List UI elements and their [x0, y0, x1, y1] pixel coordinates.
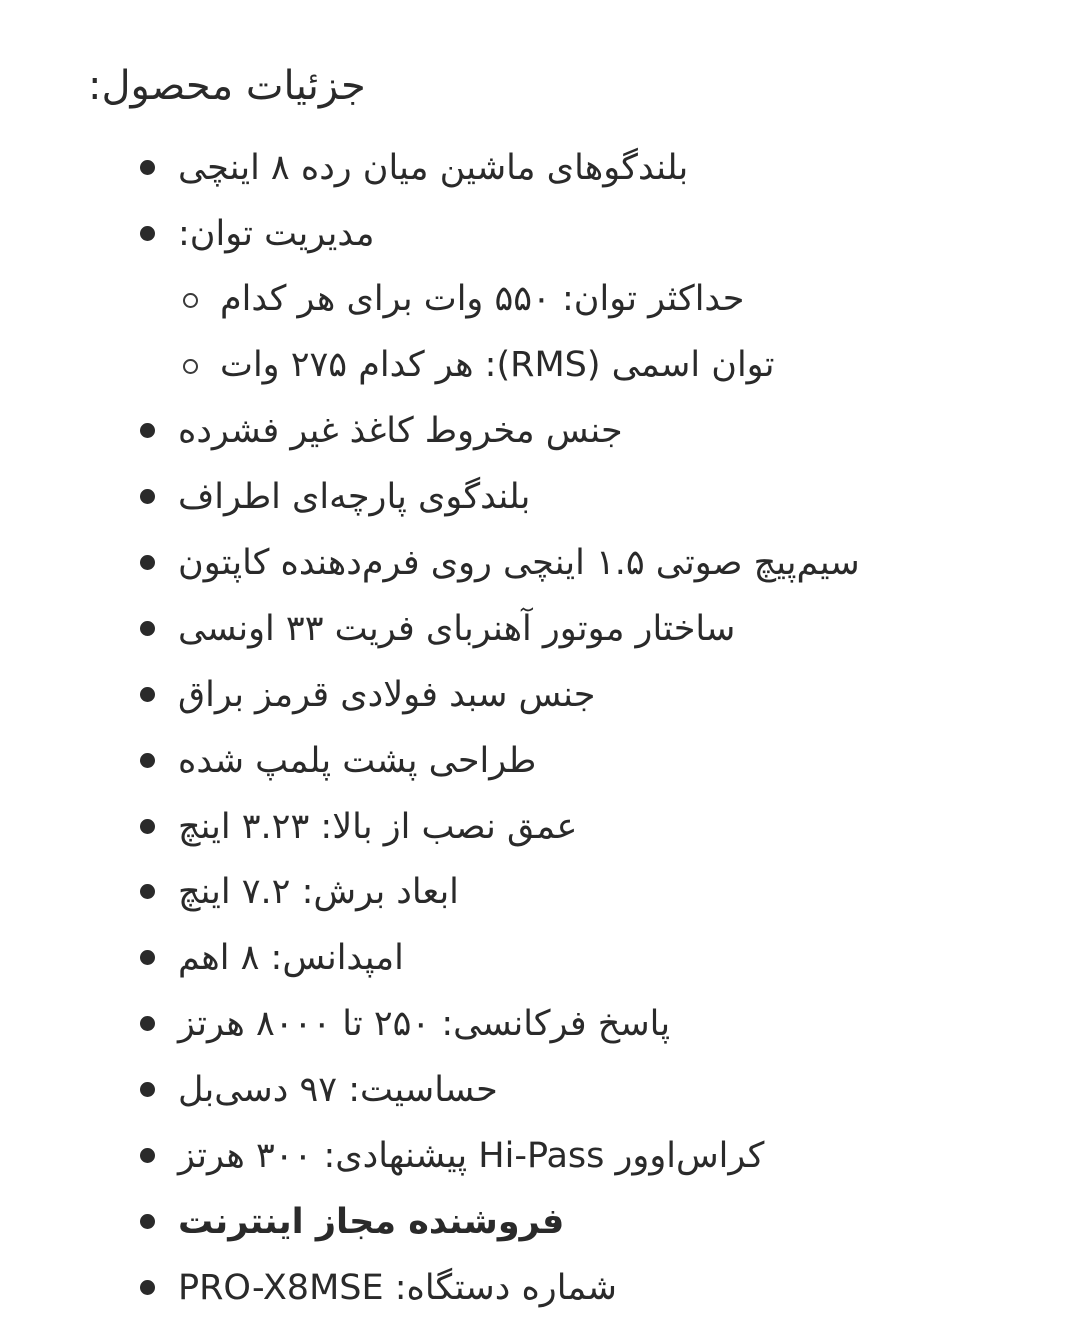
list-item-text: امپدانس: ۸ اهم: [178, 938, 404, 978]
list-item: [0, 1060, 1080, 1120]
page-title-text: جزئیات محصول:: [88, 63, 366, 109]
list-item: [0, 994, 1080, 1054]
bullet-icon: [140, 555, 155, 570]
list-item-text: بلندگوی پارچه‌ای اطراف: [178, 477, 531, 517]
list-item-text: عمق نصب از بالا: ۳.۲۳ اینچ: [178, 807, 578, 847]
list-item: [0, 401, 1080, 461]
bullet-icon: [140, 489, 155, 504]
list-item-text: ابعاد برش: ۷.۲ اینچ: [178, 872, 459, 912]
bullet-icon: [140, 160, 155, 175]
list-item: [0, 1192, 1080, 1252]
bullet-icon: [140, 753, 155, 768]
bullet-icon: [140, 884, 155, 899]
list-item-text: ساختار موتور آهنربای فریت ۳۳ اونسی: [178, 609, 736, 649]
circle-bullet-icon: [183, 293, 198, 308]
list-item: [0, 862, 1080, 922]
list-item: [0, 467, 1080, 527]
list-item-text: بلندگوهای ماشین میان رده ۸ اینچی: [178, 148, 689, 188]
list-item-text: مدیریت توان:: [178, 214, 375, 254]
list-item-text: طراحی پشت پلمپ شده: [178, 741, 537, 781]
bullet-icon: [140, 423, 155, 438]
list-item-text: پاسخ فرکانسی: ۲۵۰ تا ۸۰۰۰ هرتز: [178, 1004, 671, 1044]
bullet-icon: [140, 950, 155, 965]
list-item: [0, 928, 1080, 988]
page-title: [88, 56, 992, 116]
list-item-text: جنس سبد فولادی قرمز براق: [178, 675, 596, 715]
list-item-text: جنس مخروط کاغذ غیر فشرده: [178, 411, 623, 451]
bullet-icon: [140, 819, 155, 834]
list-item-text: سیم‌پیچ صوتی ۱.۵ اینچی روی فرم‌دهنده کاپتون: [178, 543, 860, 583]
bullet-icon: [140, 687, 155, 702]
sub-list-item-text: توان اسمی (RMS): هر کدام ۲۷۵ وات: [220, 345, 775, 385]
list-item: [0, 731, 1080, 791]
bullet-icon: [140, 1214, 155, 1229]
sub-list-item: [0, 335, 1080, 395]
bullet-icon: [140, 1280, 155, 1295]
list-item-text: حساسیت: ۹۷ دسی‌بل: [178, 1070, 498, 1110]
list-item: [0, 533, 1080, 593]
bullet-icon: [140, 1082, 155, 1097]
list-item-text: شماره دستگاه: PRO-X8MSE: [178, 1268, 617, 1308]
list-item-text: فروشنده مجاز اینترنت: [178, 1202, 565, 1242]
list-item: [0, 1258, 1080, 1318]
list-item: [0, 204, 1080, 264]
list-item: [0, 138, 1080, 198]
list-item: [0, 665, 1080, 725]
sub-list-item-text: حداکثر توان: ۵۵۰ وات برای هر کدام: [220, 279, 745, 319]
circle-bullet-icon: [183, 359, 198, 374]
list-item: [0, 797, 1080, 857]
bullet-icon: [140, 621, 155, 636]
sub-list-item: [0, 269, 1080, 329]
bullet-icon: [140, 226, 155, 241]
list-item: [0, 1126, 1080, 1186]
list-item-text: کراس‌اوور Hi-Pass پیشنهادی: ۳۰۰ هرتز: [178, 1136, 765, 1176]
list-item: [0, 599, 1080, 659]
bullet-icon: [140, 1148, 155, 1163]
bullet-icon: [140, 1016, 155, 1031]
